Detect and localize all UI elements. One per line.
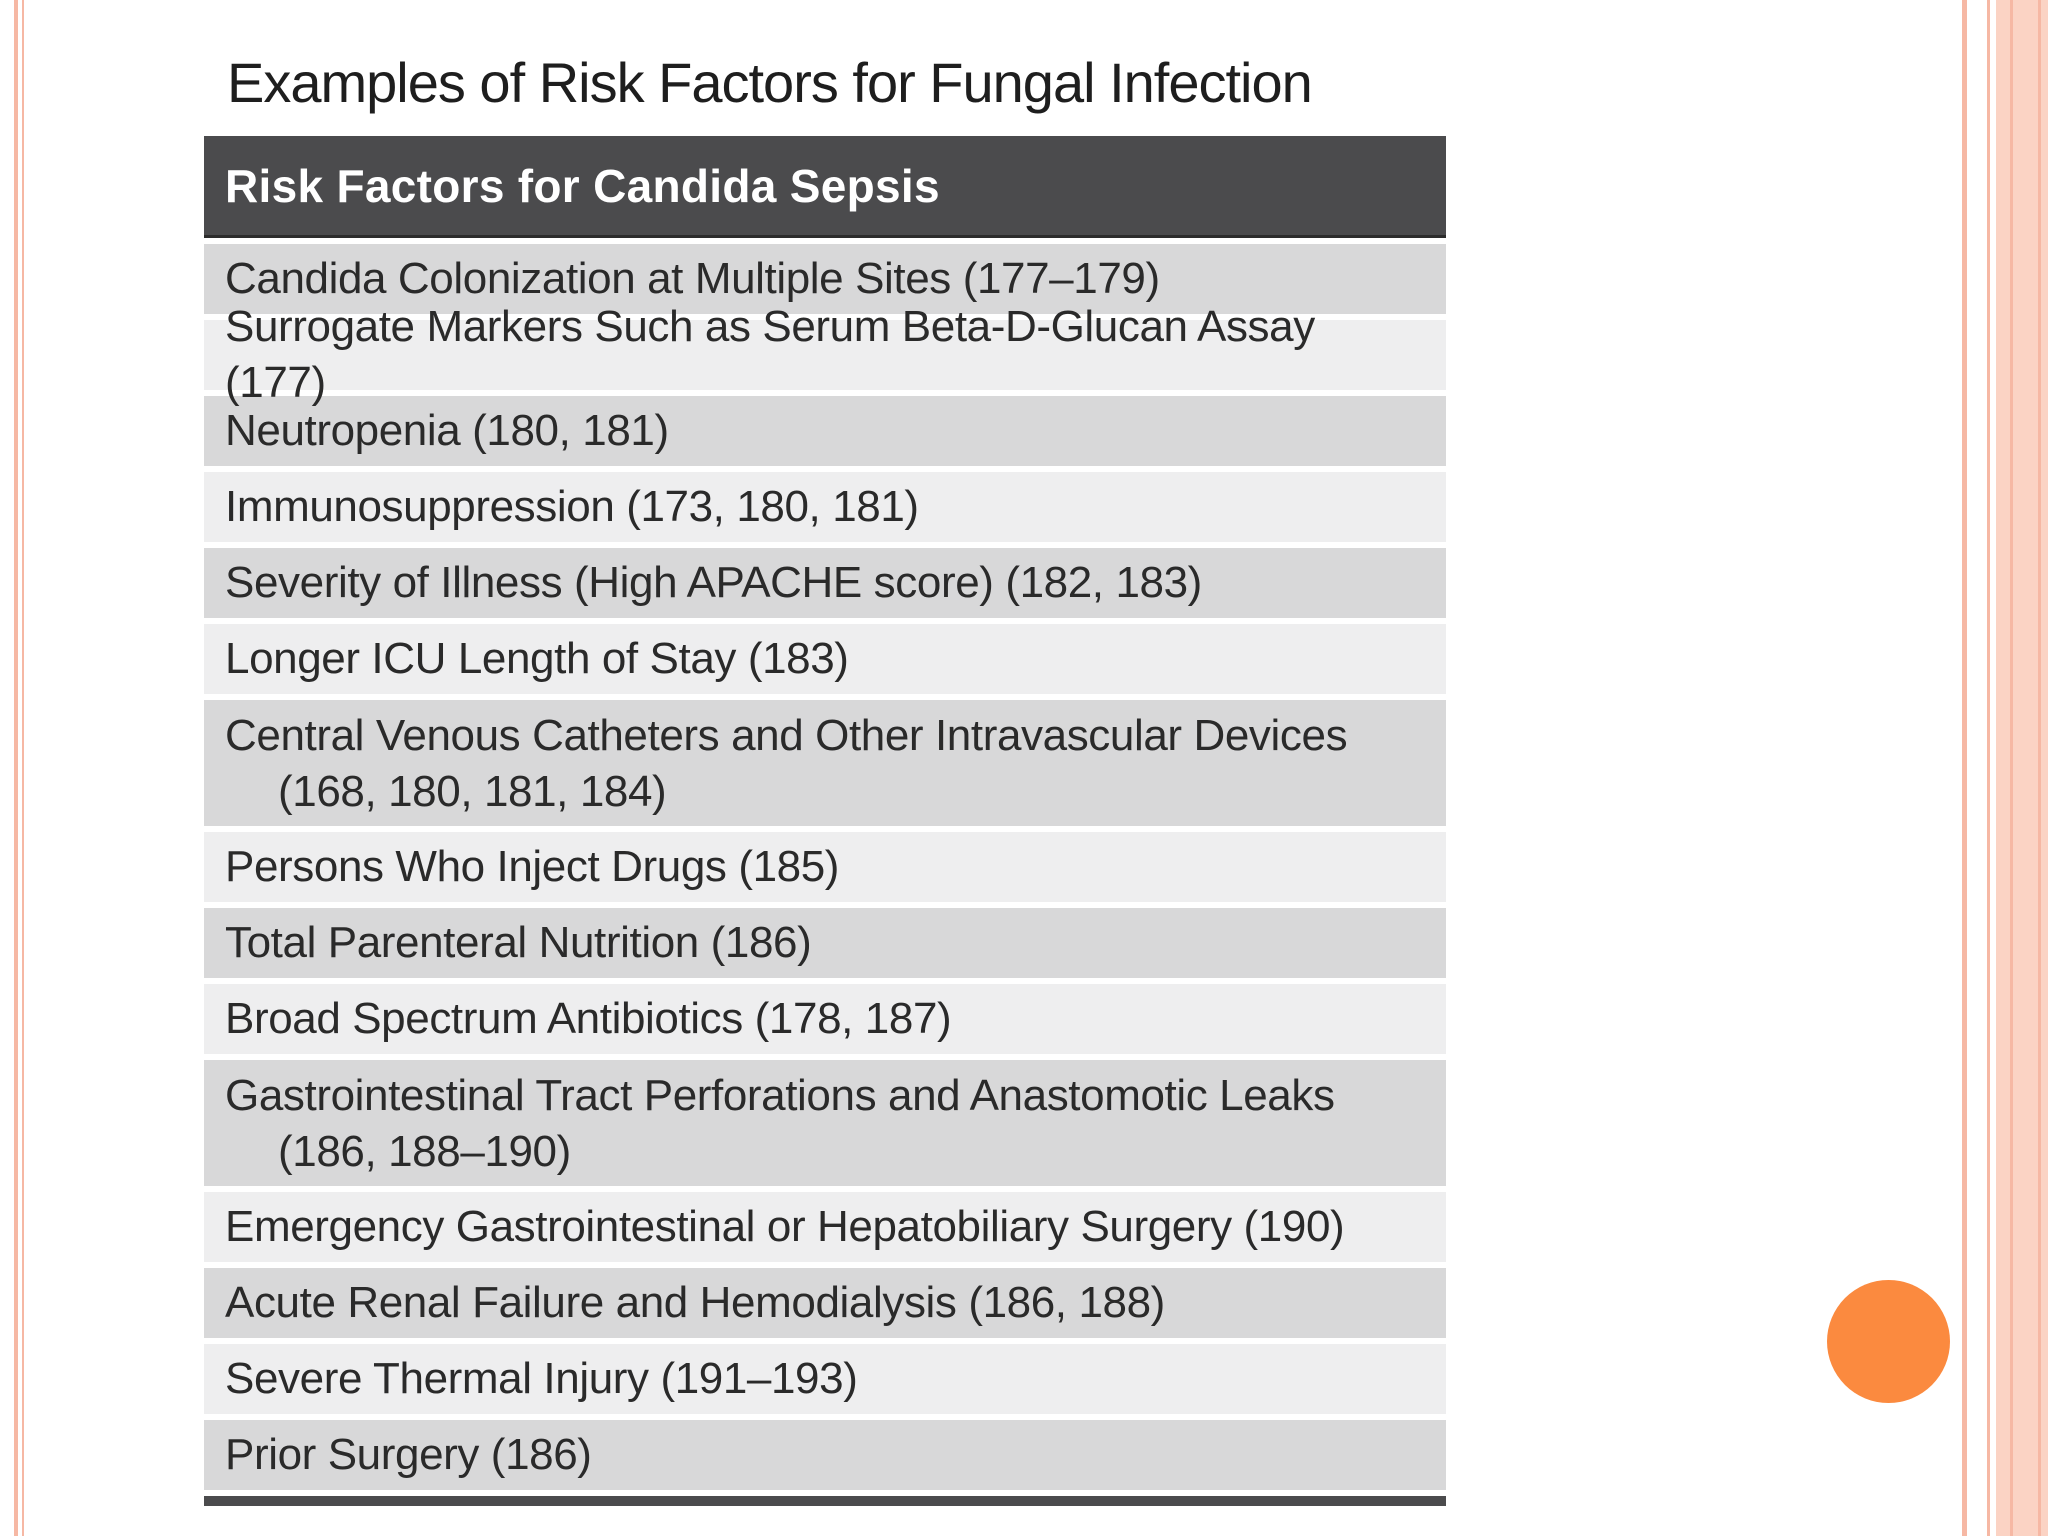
slide-frame-left-outer bbox=[14, 0, 18, 1536]
row-text: Broad Spectrum Antibiotics (178, 187) bbox=[225, 994, 952, 1043]
row-text: Severity of Illness (High APACHE score) (182, 183) bbox=[225, 558, 1202, 607]
table-row bbox=[204, 302, 1446, 407]
slide-frame-right-line-3 bbox=[2010, 0, 2013, 1536]
row-text: Longer ICU Length of Stay (183) bbox=[225, 634, 849, 683]
risk-factors-table bbox=[204, 136, 1446, 1506]
table-title: Examples of Risk Factors for Fungal Infection bbox=[227, 51, 1312, 114]
row-text: Severe Thermal Injury (191–193) bbox=[225, 1354, 858, 1403]
slide-frame-right-line-1 bbox=[1962, 0, 1967, 1536]
row-text: Central Venous Catheters and Other Intravascular Devices bbox=[225, 711, 1348, 760]
table-row bbox=[204, 1268, 1446, 1338]
row-text: Surrogate Markers Such as Serum Beta-D-Glucan Assay (177) bbox=[225, 302, 1315, 407]
table-row bbox=[204, 1344, 1446, 1414]
row-text-continuation: (186, 188–190) bbox=[278, 1127, 571, 1176]
table-row bbox=[204, 700, 1446, 826]
row-text: Prior Surgery (186) bbox=[225, 1430, 592, 1479]
table-row bbox=[204, 1060, 1446, 1186]
table-row bbox=[204, 908, 1446, 978]
table-footer-rule bbox=[204, 1496, 1446, 1506]
accent-circle bbox=[1827, 1280, 1950, 1403]
row-text: Acute Renal Failure and Hemodialysis (186, 188) bbox=[225, 1278, 1165, 1327]
table-row bbox=[204, 1192, 1446, 1262]
row-text: Gastrointestinal Tract Perforations and Anastomotic Leaks bbox=[225, 1071, 1335, 1120]
row-text: Immunosuppression (173, 180, 181) bbox=[225, 482, 919, 531]
slide-frame-right-line-2 bbox=[1987, 0, 1990, 1536]
row-text: Candida Colonization at Multiple Sites (177–179) bbox=[225, 254, 1160, 303]
row-text: Total Parenteral Nutrition (186) bbox=[225, 918, 812, 967]
slide-frame-right-line-4 bbox=[2038, 0, 2041, 1536]
table-row bbox=[204, 832, 1446, 902]
table-row bbox=[204, 548, 1446, 618]
table-header: Risk Factors for Candida Sepsis bbox=[204, 136, 1446, 238]
table-row bbox=[204, 472, 1446, 542]
table-row bbox=[204, 1420, 1446, 1490]
row-text-continuation: (168, 180, 181, 184) bbox=[278, 767, 667, 816]
slide-frame-left-inner bbox=[22, 0, 24, 1536]
table-body bbox=[204, 244, 1446, 1490]
row-text: Neutropenia (180, 181) bbox=[225, 406, 669, 455]
row-text: Persons Who Inject Drugs (185) bbox=[225, 842, 840, 891]
table-row bbox=[204, 624, 1446, 694]
row-text: Emergency Gastrointestinal or Hepatobiliary Surgery (190) bbox=[225, 1202, 1345, 1251]
table-row bbox=[204, 984, 1446, 1054]
